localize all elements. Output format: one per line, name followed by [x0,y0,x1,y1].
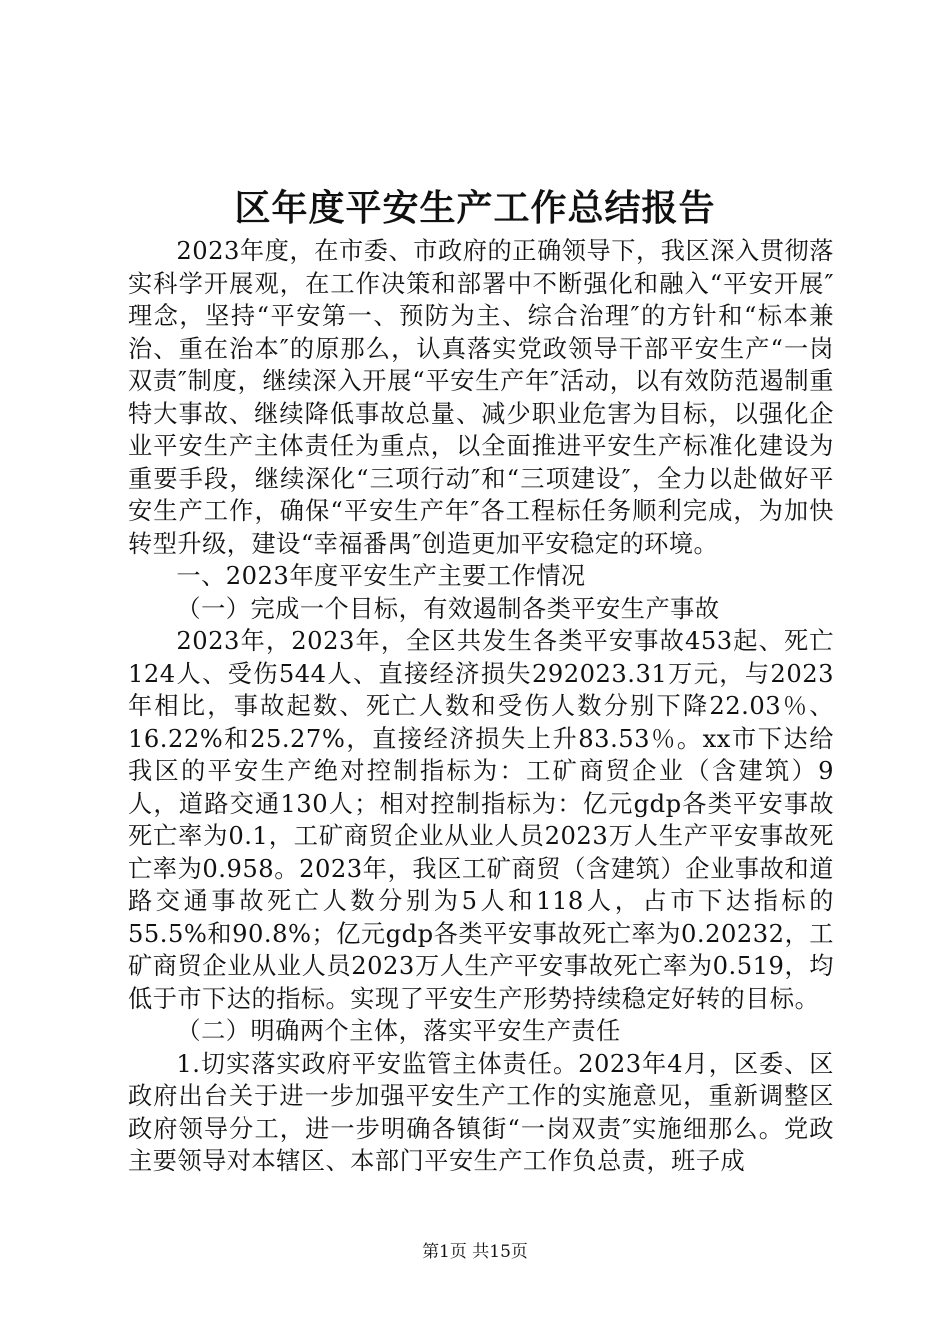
subsection-heading: （二）明确两个主体，落实平安生产责任 [176,1017,621,1045]
section-heading: 一、2023年度平安生产主要工作情况 [176,562,586,590]
document-body [128,235,834,1178]
document-title: 区年度平安生产工作总结报告 [234,187,716,229]
page-number-footer: 第1页 共15页 [422,1242,528,1262]
statistics-paragraph: 2023年，2023年，全区共发生各类平安事故453起、死亡124人、受伤544人、直接经济损失292023.31万元，与2023年相比，事故起数、死亡人数和受伤人数分别下降22.03％、16.22%和25.27%，直接经济损失上升83.53％。xx市下达给我区的平安生产绝对控制指标为：工矿商贸企业（含建筑）9人，道路交通130人；相对控制指标为：亿元gdp各类平安事故死亡率为0.1，工矿商贸企业从业人员2023万人生产平安事故死亡率为0.958。2023年，我区工矿商贸（含建筑）企业事故和道路交通事故死亡人数分别为5人和118人，占市下达指标的55.5%和90.8%；亿元gdp各类平安事故死亡率为0.20232，工矿商贸企业从业人员2023万人生产平安事故死亡率为0.519，均低于市下达的指标。实现了平安生产形势持续稳定好转的目标。 [128,627,834,1013]
responsibility-paragraph: 1.切实落实政府平安监管主体责任。2023年4月，区委、区政府出台关于进一步加强平安生产工作的实施意见，重新调整区政府领导分工，进一步明确各镇街“一岗双责″实施细那么。党政主要领导对本辖区、本部门平安生产工作负总责，班子成 [128,1049,834,1175]
intro-paragraph: 2023年度，在市委、市政府的正确领导下，我区深入贯彻落实科学开展观，在工作决策和部署中不断强化和融入“平安开展″理念，坚持“平安第一、预防为主、综合治理″的方针和“标本兼治、重在治本″的原那么，认真落实党政领导干部平安生产“一岗双责″制度，继续深入开展“平安生产年″活动，以有效防范遏制重特大事故、继续降低事故总量、减少职业危害为目标，以强化企业平安生产主体责任为重点，以全面推进平安生产标准化建设为重要手段，继续深化“三项行动″和“三项建设″，全力以赴做好平安生产工作，确保“平安生产年″各工程标任务顺利完成，为加快转型升级，建设“幸福番禺″创造更加平安稳定的环境。 [128,237,834,558]
subsection-heading: （一）完成一个目标，有效遏制各类平安生产事故 [176,594,720,623]
